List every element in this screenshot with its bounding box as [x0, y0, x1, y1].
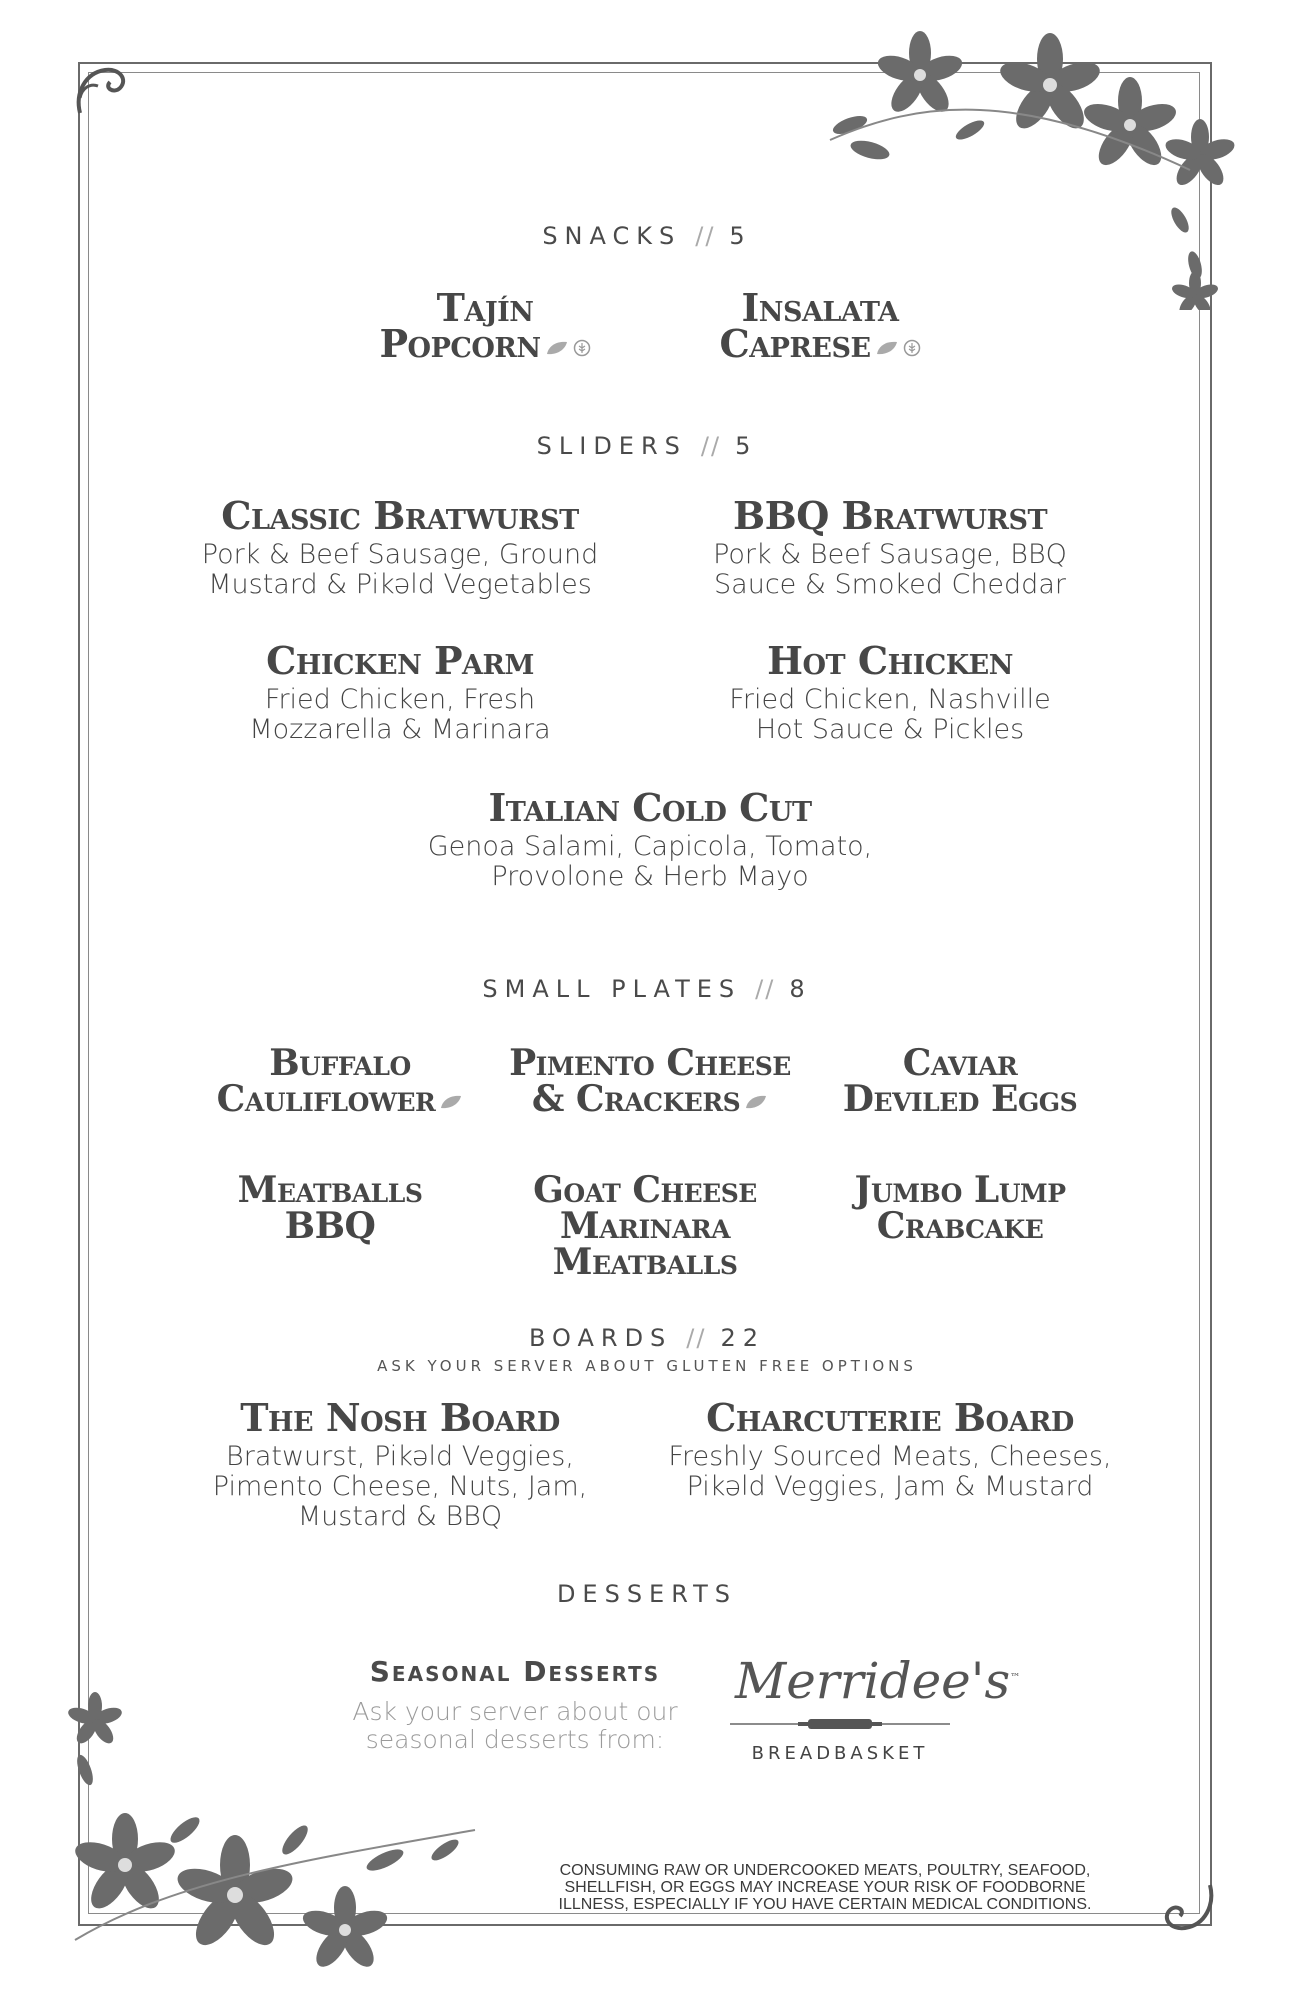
leaf-icon	[545, 340, 569, 356]
board-desc-line: Pimento Cheese, Nuts, Jam,	[212, 1471, 588, 1502]
seasonal-desserts-desc-line: Ask your server about our	[352, 1697, 678, 1726]
slider-desc-line: Mozzarella & Marinara	[249, 714, 551, 745]
snack-name-line2: Popcorn	[379, 321, 541, 366]
merridees-logo-tm: ™	[1010, 1672, 1021, 1684]
slider-name: Hot Chicken	[767, 638, 1013, 683]
slider-item	[690, 493, 1090, 600]
slider-desc-line: Genoa Salami, Capicola, Tomato,	[427, 831, 873, 862]
small-plates-title: SMALL PLATES	[482, 975, 742, 1003]
small-plate-name-line1: Buffalo	[269, 1042, 411, 1084]
small-plate-name-line1: Pimento Cheese	[509, 1042, 791, 1084]
small-plate-item	[205, 1042, 475, 1120]
boards-price: 22	[720, 1324, 766, 1352]
slider-name: Chicken Parm	[266, 638, 534, 683]
snacks-price: 5	[729, 222, 752, 250]
leaf-icon	[875, 340, 899, 356]
board-name: The Nosh Board	[240, 1395, 560, 1440]
snack-name	[360, 285, 610, 366]
snack-name-line1: Insalata	[741, 285, 899, 330]
disclaimer-line: CONSUMING RAW OR UNDERCOOKED MEATS, POULTRY, SEAFOOD,	[559, 1862, 1091, 1879]
slider-name: Italian Cold Cut	[488, 785, 812, 830]
small-plates-price: 8	[789, 975, 812, 1003]
small-plate-item	[835, 1042, 1085, 1120]
small-plates-separator: //	[755, 975, 776, 1003]
sliders-price: 5	[735, 432, 758, 460]
slider-desc-line: Mustard & Pikəld Vegetables	[208, 569, 592, 600]
slider-desc-line: Fried Chicken, Fresh	[264, 684, 536, 715]
small-plate-name-line1: Jumbo Lump	[854, 1169, 1066, 1211]
merridees-logo	[735, 1652, 1021, 1710]
desserts-heading	[0, 1580, 1294, 1608]
boards-heading	[0, 1324, 1294, 1352]
board-item	[655, 1395, 1125, 1502]
small-plate-name-line1: Goat Cheese	[533, 1169, 757, 1211]
sliders-heading	[0, 432, 1294, 460]
snacks-title: SNACKS	[542, 222, 682, 250]
seasonal-desserts-title: Seasonal Desserts	[369, 1655, 661, 1688]
snack-item	[360, 285, 610, 366]
board-desc-line: Pikəld Veggies, Jam & Mustard	[686, 1471, 1094, 1502]
slider-item	[690, 638, 1090, 745]
small-plate-item	[845, 1169, 1075, 1247]
boards-title: BOARDS	[528, 1324, 673, 1352]
board-item	[175, 1395, 625, 1532]
flower-cluster-top-right-icon	[770, 30, 1240, 310]
rolling-pin-divider-icon	[730, 1716, 950, 1732]
board-name: Charcuterie Board	[706, 1395, 1074, 1440]
slider-item	[200, 638, 600, 745]
snack-name	[700, 285, 940, 366]
small-plate-item	[470, 1169, 820, 1283]
small-plate-name-line2: Deviled Eggs	[842, 1078, 1078, 1120]
desserts-title: DESSERTS	[556, 1580, 738, 1608]
gluten-free-icon	[573, 339, 591, 357]
snacks-separator: //	[695, 222, 716, 250]
disclaimer-line: ILLNESS, ESPECIALLY IF YOU HAVE CERTAIN MEDICAL CONDITIONS.	[558, 1896, 1092, 1913]
board-desc-line: Freshly Sourced Meats, Cheeses,	[668, 1441, 1112, 1472]
slider-desc-line: Fried Chicken, Nashville	[729, 684, 1051, 715]
slider-desc-line: Hot Sauce & Pickles	[755, 714, 1025, 745]
small-plate-name-line2: Crabcake	[876, 1205, 1044, 1247]
slider-desc-line: Pork & Beef Sausage, Ground	[201, 539, 599, 570]
merridees-logo-script: Merridee's	[735, 1652, 1011, 1710]
slider-desc-line: Pork & Beef Sausage, BBQ	[713, 539, 1067, 570]
small-plate-item	[205, 1169, 455, 1247]
small-plate-item	[490, 1042, 810, 1120]
small-plate-name-line1: Caviar	[902, 1042, 1018, 1084]
slider-name: Classic Bratwurst	[221, 493, 579, 538]
merridees-logo-subtitle: BREADBASKET	[751, 1743, 929, 1764]
slider-desc-line: Provolone & Herb Mayo	[491, 861, 809, 892]
slider-name: BBQ Bratwurst	[732, 493, 1048, 538]
snack-name-line1: Tajín	[436, 285, 534, 330]
corner-scroll-top-left-icon	[70, 58, 140, 128]
sliders-separator: //	[700, 432, 722, 460]
boards-gluten-note: ASK YOUR SERVER ABOUT GLUTEN FREE OPTIONS	[377, 1357, 917, 1375]
slider-item	[180, 493, 620, 600]
small-plate-name-line1: Meatballs	[237, 1169, 423, 1211]
sliders-title: SLIDERS	[536, 432, 687, 460]
snack-name-line2: Caprese	[719, 321, 871, 366]
seasonal-desserts-desc	[330, 1698, 700, 1754]
food-safety-disclaimer	[480, 1862, 1170, 1913]
leaf-icon	[439, 1094, 463, 1110]
seasonal-desserts-desc-line: seasonal desserts from:	[365, 1725, 665, 1754]
small-plate-name-line2: Cauliflower	[216, 1078, 436, 1120]
snacks-heading	[0, 222, 1294, 250]
leaf-icon	[744, 1094, 768, 1110]
board-desc-line: Mustard & BBQ	[297, 1501, 503, 1532]
board-desc-line: Bratwurst, Pikəld Veggies,	[226, 1441, 574, 1472]
small-plates-heading	[0, 975, 1294, 1003]
small-plate-name-line2: Marinara Meatballs	[552, 1205, 738, 1283]
snack-item	[700, 285, 940, 366]
gluten-free-icon	[903, 339, 921, 357]
slider-desc-line: Sauce & Smoked Cheddar	[714, 569, 1066, 600]
boards-separator: //	[686, 1324, 707, 1352]
small-plate-name-line2: BBQ	[284, 1205, 376, 1247]
small-plate-name-line2: & Crackers	[531, 1078, 741, 1120]
disclaimer-line: SHELLFISH, OR EGGS MAY INCREASE YOUR RISK OF FOODBORNE	[564, 1879, 1086, 1896]
slider-item	[400, 785, 900, 892]
